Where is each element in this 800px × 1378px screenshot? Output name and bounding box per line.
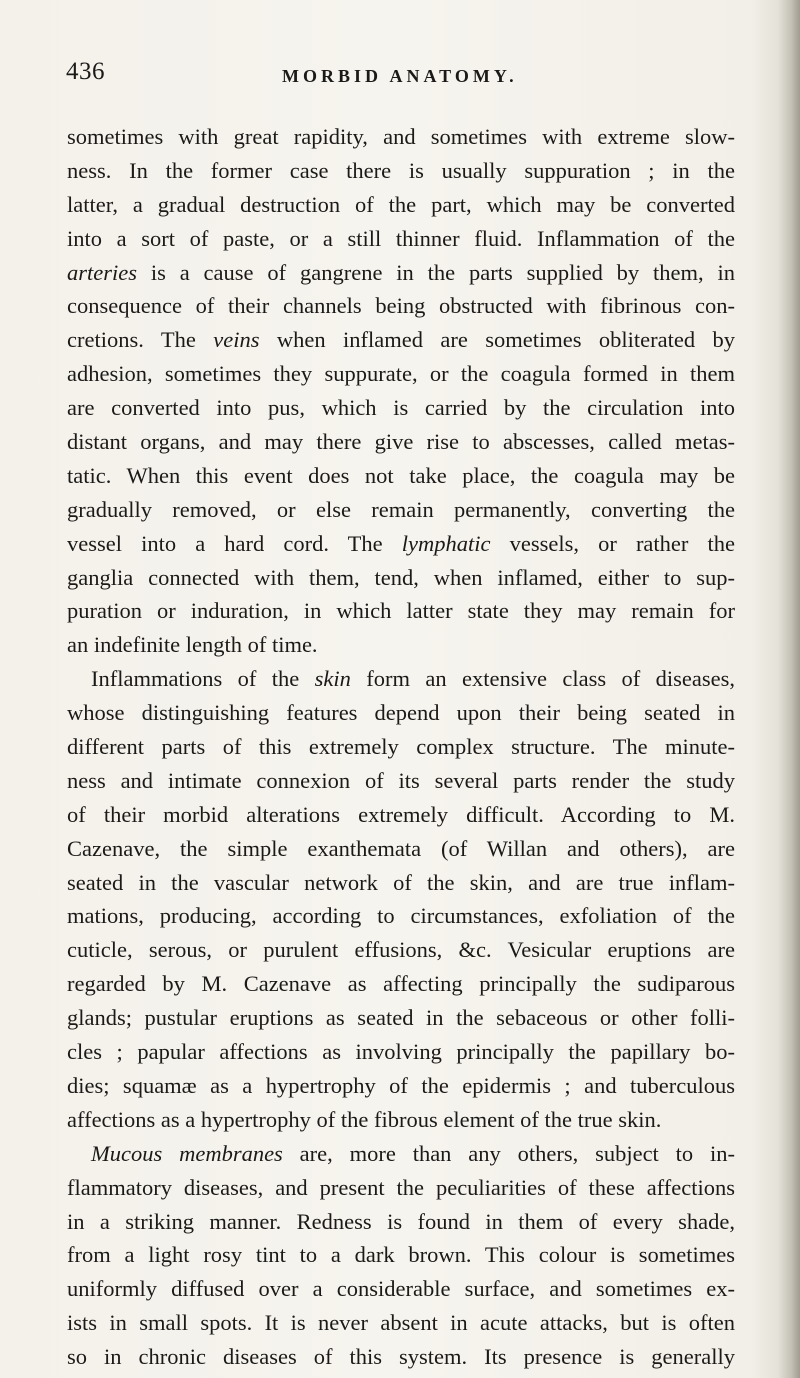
text-line-segment: adhesion, sometimes they suppurate, or the coagula formed in them bbox=[67, 361, 735, 387]
text-line-segment: is a cause of gangrene in the parts supplied by them, in bbox=[137, 259, 735, 285]
italic-term: veins bbox=[213, 327, 260, 353]
text-line bbox=[67, 120, 735, 154]
text-line bbox=[67, 1069, 735, 1103]
text-line-segment: in a striking manner. Redness is found in them of every shade, bbox=[67, 1208, 735, 1234]
text-line-segment: Cazenave, the simple exanthemata (of Willan and others), are bbox=[67, 835, 735, 861]
text-line bbox=[67, 899, 735, 933]
text-line bbox=[67, 527, 735, 561]
text-line-segment: form an extensive class of diseases, bbox=[350, 666, 735, 692]
text-line-segment: into a sort of paste, or a still thinner fluid. Inflammation of the bbox=[67, 225, 735, 251]
text-line-segment: sometimes with great rapidity, and sometimes with extreme slow- bbox=[67, 124, 735, 149]
text-line-segment: cuticle, serous, or purulent effusions, &c. Vesicular eruptions are bbox=[67, 937, 735, 963]
italic-term: arteries bbox=[67, 259, 137, 285]
text-line-segment: are, more than any others, subject to in- bbox=[282, 1140, 736, 1166]
italic-term: lymphatic bbox=[401, 530, 491, 556]
text-line bbox=[67, 1306, 735, 1340]
text-line-segment: regarded by M. Cazenave as affecting principally the sudiparous bbox=[67, 971, 735, 997]
text-line bbox=[67, 933, 735, 967]
text-line-segment: an indefinite length of time. bbox=[67, 632, 318, 658]
text-line-segment: affections as a hypertrophy of the fibrous element of the true skin. bbox=[67, 1106, 662, 1132]
text-line bbox=[67, 391, 735, 425]
text-line bbox=[67, 1205, 735, 1239]
text-line bbox=[67, 256, 735, 290]
text-line bbox=[67, 1035, 735, 1069]
text-line bbox=[67, 493, 735, 527]
text-line-segment: glands; pustular eruptions as seated in the sebaceous or other folli- bbox=[67, 1005, 735, 1031]
text-line bbox=[67, 730, 735, 764]
text-line-segment: cretions. The bbox=[67, 327, 214, 353]
text-line bbox=[67, 696, 735, 730]
text-line bbox=[67, 1137, 735, 1171]
text-line bbox=[67, 1001, 735, 1035]
text-line bbox=[67, 967, 735, 1001]
text-line bbox=[67, 323, 735, 357]
text-line bbox=[67, 188, 735, 222]
text-line-segment: puration or induration, in which latter state they may remain for bbox=[67, 598, 735, 624]
text-line-segment: so in chronic diseases of this system. Its presence is generally bbox=[67, 1344, 735, 1370]
text-line bbox=[67, 154, 735, 188]
text-line bbox=[67, 357, 735, 391]
text-line-segment: consequence of their channels being obstructed with fibrinous con- bbox=[67, 293, 735, 319]
text-line-segment: ganglia connected with them, tend, when inflamed, either to sup- bbox=[67, 564, 735, 590]
text-line bbox=[67, 1340, 735, 1374]
italic-term: skin bbox=[314, 666, 351, 692]
text-line-segment: are converted into pus, which is carried by the circulation into bbox=[67, 395, 735, 421]
text-line-segment: seated in the vascular network of the skin, and are true inflam- bbox=[67, 869, 735, 895]
text-line-segment: tatic. When this event does not take place, the coagula may be bbox=[67, 462, 735, 488]
text-line bbox=[67, 628, 735, 662]
text-line-segment: uniformly diffused over a considerable surface, and sometimes ex- bbox=[67, 1276, 735, 1302]
text-line-segment: latter, a gradual destruction of the part, which may be converted bbox=[67, 191, 735, 217]
page-edge-shadow bbox=[778, 0, 800, 1378]
page-number: 436 bbox=[66, 58, 105, 85]
text-line-segment: Inflammations of the bbox=[91, 666, 315, 692]
running-title: MORBID ANATOMY. bbox=[282, 66, 518, 86]
text-line-segment: whose distinguishing features depend upon their being seated in bbox=[67, 700, 735, 726]
text-line bbox=[67, 798, 735, 832]
body-text bbox=[67, 120, 735, 1374]
text-line-segment: dies; squamæ as a hypertrophy of the epidermis ; and tuberculous bbox=[67, 1072, 735, 1098]
text-line bbox=[67, 222, 735, 256]
text-line-segment: distant organs, and may there give rise to abscesses, called metas- bbox=[67, 429, 735, 455]
text-line bbox=[67, 289, 735, 323]
page-header bbox=[66, 58, 756, 98]
text-line-segment: from a light rosy tint to a dark brown. This colour is sometimes bbox=[67, 1242, 735, 1268]
text-line bbox=[67, 594, 735, 628]
text-line bbox=[67, 1272, 735, 1306]
text-line bbox=[67, 1103, 735, 1137]
text-line bbox=[67, 832, 735, 866]
text-line-segment: when inflamed are sometimes obliterated by bbox=[259, 327, 735, 353]
text-line bbox=[67, 764, 735, 798]
text-line-segment: mations, producing, according to circumstances, exfoliation of the bbox=[67, 903, 735, 929]
text-line-segment: ists in small spots. It is never absent in acute attacks, but is often bbox=[67, 1310, 735, 1336]
text-line-segment: ness. In the former case there is usually suppuration ; in the bbox=[67, 157, 735, 183]
text-line-segment: gradually removed, or else remain permanently, converting the bbox=[67, 496, 735, 522]
text-line-segment: flammatory diseases, and present the peculiarities of these affections bbox=[67, 1174, 735, 1200]
text-line bbox=[67, 459, 735, 493]
text-line bbox=[67, 866, 735, 900]
italic-term: Mucous membranes bbox=[91, 1140, 283, 1166]
text-line-segment: of their morbid alterations extremely difficult. According to M. bbox=[67, 801, 735, 827]
text-line-segment: vessel into a hard cord. The bbox=[67, 530, 402, 556]
text-line-segment: cles ; papular affections as involving principally the papillary bo- bbox=[67, 1039, 735, 1065]
text-line-segment: ness and intimate connexion of its several parts render the study bbox=[67, 767, 735, 793]
text-line bbox=[67, 662, 735, 696]
text-line-segment: vessels, or rather the bbox=[490, 530, 735, 556]
text-line-segment: different parts of this extremely complex structure. The minute- bbox=[67, 734, 735, 760]
text-line bbox=[67, 1171, 735, 1205]
text-line bbox=[67, 561, 735, 595]
text-line bbox=[67, 1238, 735, 1272]
text-line bbox=[67, 425, 735, 459]
